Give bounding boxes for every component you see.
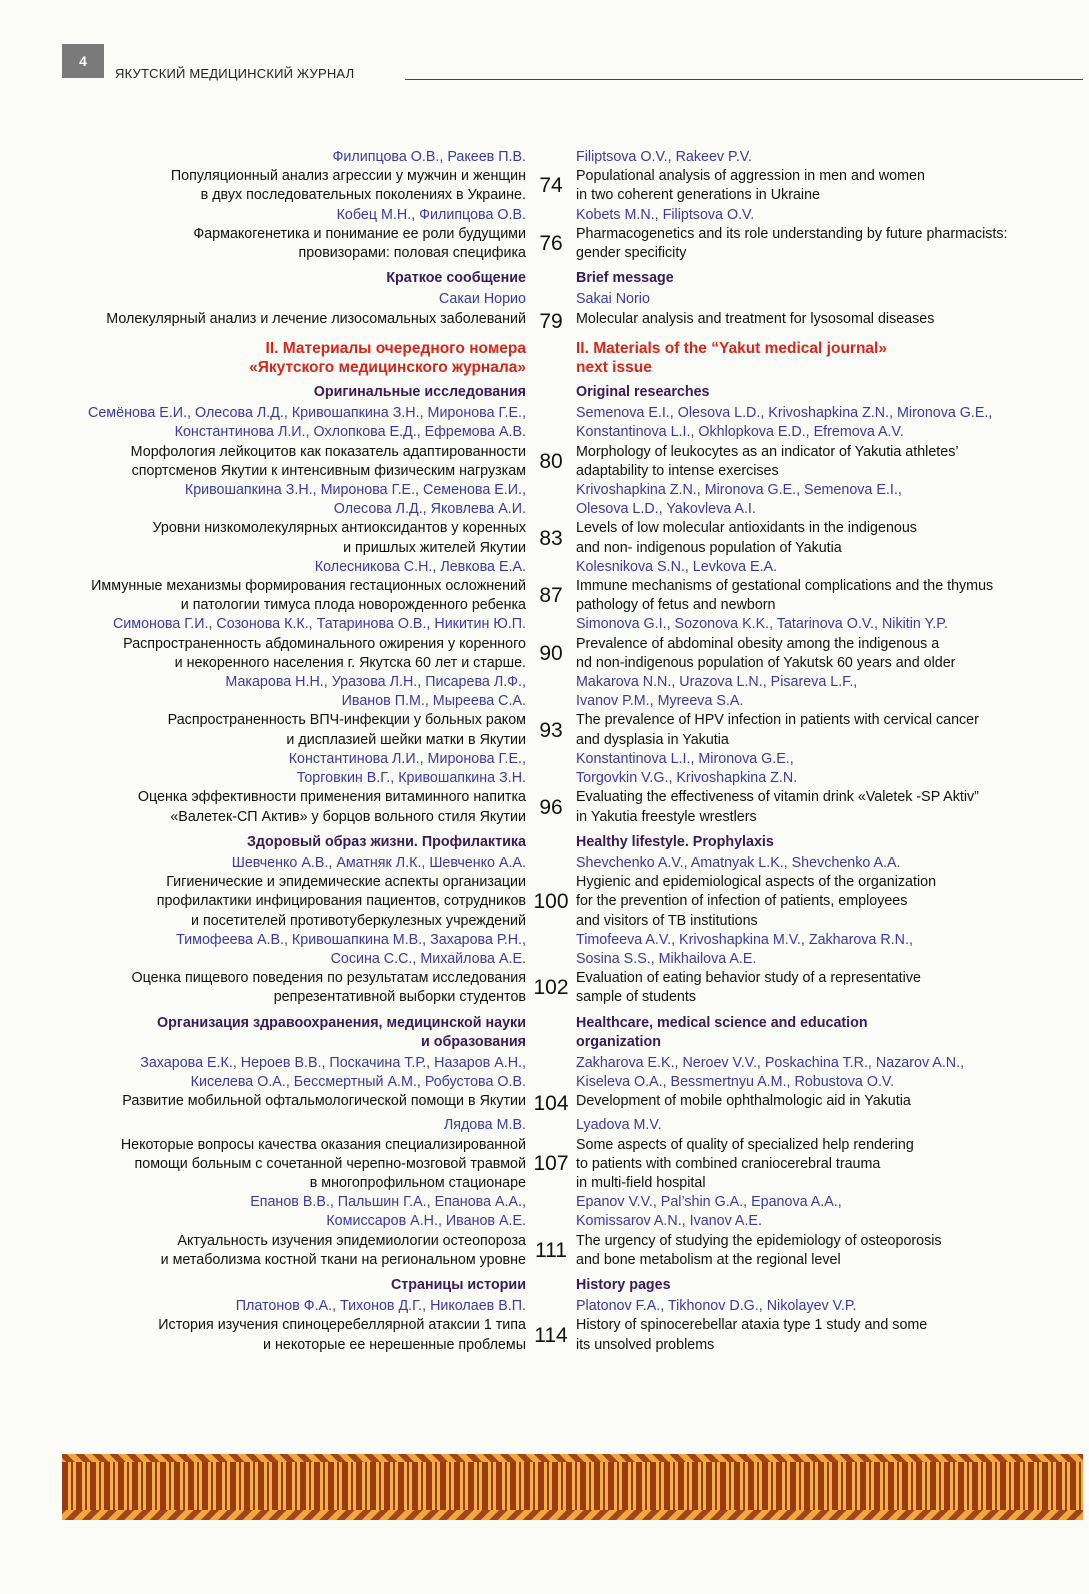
toc-text-en: II. Materials of the “Yakut medical journal» next issue — [576, 339, 887, 376]
toc-page-number — [526, 334, 576, 377]
toc-page-number — [526, 827, 576, 854]
toc-text-ru: Молекулярный анализ и лечение лизосомальных заболеваний — [106, 310, 526, 327]
page-number: 4 — [62, 44, 104, 78]
toc-section-heading — [0, 1270, 1089, 1297]
toc-page-number: 96 — [539, 795, 563, 819]
toc-page-number — [526, 854, 576, 873]
toc-page-number — [526, 1297, 576, 1316]
toc-text-en: Sakai Norio — [576, 291, 650, 308]
toc-text-en: Simonova G.I., Sozonova K.K., Tatarinova O.V., Nikitin Y.P. — [576, 616, 948, 633]
toc-article — [0, 577, 1089, 615]
toc-authors — [0, 931, 1089, 969]
toc-text-ru: Популяционный анализ агрессии у мужчин и женщин в двух последовательных поколениях в Украине. — [170, 168, 526, 204]
table-of-contents — [0, 148, 1089, 1355]
toc-page-number — [526, 931, 576, 969]
toc-text-en: The urgency of studying the epidemiology of osteoporosis and bone metabolism at the regional level — [576, 1232, 942, 1268]
toc-text-ru: Семёнова Е.И., Олесова Л.Д., Кривошапкина З.Н., Миронова Г.Е., Константинова Л.И., Охлопкова Е.Д., Ефремова А.В. — [88, 405, 526, 441]
toc-text-en: Morphology of leukocytes as an indicator of Yakutia athletes’ adaptability to intense exercises — [576, 443, 959, 479]
toc-text-ru: Развитие мобильной офтальмологической помощи в Якутии — [122, 1093, 526, 1110]
toc-page-number: 102 — [533, 976, 569, 1000]
toc-text-en: Brief message — [576, 270, 674, 287]
toc-page-number — [526, 558, 576, 577]
toc-page-number — [526, 1054, 576, 1092]
toc-article — [0, 310, 1089, 334]
toc-page-number — [526, 263, 576, 290]
toc-authors — [0, 290, 1089, 309]
toc-section-heading — [0, 1008, 1089, 1054]
header-rule — [405, 79, 1083, 80]
toc-authors — [0, 206, 1089, 225]
toc-authors — [0, 1193, 1089, 1231]
toc-text-en: Kolesnikova S.N., Levkova E.A. — [576, 558, 778, 575]
toc-text-en: Timofeeva A.V., Krivoshapkina M.V., Zakharova R.N., Sosina S.S., Mikhailova A.E. — [576, 931, 913, 967]
toc-article — [0, 635, 1089, 673]
toc-text-ru: Некоторые вопросы качества оказания специализированной помощи больным с сочетанной черепно-мозговой травмой в многопрофильном стационаре — [120, 1136, 526, 1191]
toc-text-en: Evaluating the effectiveness of vitamin drink «Valetek -SP Aktiv” in Yakutia freestyle wrestlers — [576, 789, 979, 825]
toc-authors — [0, 750, 1089, 788]
toc-page-number — [526, 377, 576, 404]
toc-text-en: Epanov V.V., Pal’shin G.A., Epanova A.A., Komissarov A.N., Ivanov A.E. — [576, 1194, 842, 1230]
toc-page-number — [526, 1116, 576, 1135]
toc-authors — [0, 673, 1089, 711]
toc-article — [0, 1232, 1089, 1270]
toc-text-ru: Оценка пищевого поведения по результатам исследования репрезентативной выборки студентов — [131, 970, 526, 1006]
toc-text-en: Zakharova E.K., Neroev V.V., Poskachina T.R., Nazarov A.N., Kiseleva O.A., Bessmertnyu A.M., Robustova O.V. — [576, 1054, 965, 1091]
toc-text-en: Konstantinova L.I., Mironova G.E., Torgovkin V.G., Krivoshapkina Z.N. — [576, 750, 798, 787]
toc-authors — [0, 404, 1089, 442]
toc-text-ru: Страницы истории — [390, 1276, 526, 1293]
toc-text-en: The prevalence of HPV infection in patients with cervical cancer and dysplasia in Yakutia — [576, 712, 979, 748]
ornament-border-bottom — [62, 1510, 1083, 1520]
toc-page-number: 83 — [539, 526, 563, 550]
toc-text-en: History pages — [576, 1276, 671, 1293]
toc-text-ru: Захарова Е.К., Нероев В.В., Поскачина Т.Р., Назаров А.Н., Киселева О.А., Бессмертный А.М., Робустова О.В. — [140, 1054, 526, 1091]
toc-page-number — [526, 750, 576, 788]
toc-text-en: Healthcare, medical science and education organization — [576, 1014, 868, 1050]
toc-article — [0, 1092, 1089, 1116]
toc-section-heading — [0, 263, 1089, 290]
toc-text-ru: Шевченко А.В., Аматняк Л.К., Шевченко А.А. — [231, 854, 526, 871]
toc-text-ru: Здоровый образ жизни. Профилактика — [246, 833, 526, 850]
toc-page-number: 100 — [533, 889, 569, 913]
toc-page-number — [526, 673, 576, 711]
toc-text-ru: Филипцова О.В., Ракеев П.В. — [332, 149, 526, 165]
toc-authors — [0, 615, 1089, 634]
toc-text-en: Original researches — [576, 384, 710, 401]
toc-page-number: 74 — [539, 174, 563, 198]
toc-text-ru: Гигиенические и эпидемические аспекты организации профилактики инфицирования пациентов, сотрудников и посетителей противотуберкулезных учреждений — [156, 874, 526, 929]
toc-page-number: 76 — [539, 232, 563, 256]
toc-article — [0, 969, 1089, 1007]
toc-text-ru: Краткое сообщение — [386, 270, 526, 287]
toc-text-ru: Епанов В.В., Пальшин Г.А., Епанова А.А., Комиссаров А.Н., Иванов А.Е. — [250, 1194, 526, 1230]
toc-text-ru: Платонов Ф.А., Тихонов Д.Г., Николаев В.П. — [235, 1298, 526, 1315]
toc-text-ru: Кобец М.Н., Филипцова О.В. — [336, 206, 526, 223]
toc-text-ru: II. Материалы очередного номера «Якутского медицинского журнала» — [249, 339, 526, 376]
toc-text-ru: Распространенность абдоминального ожирения у коренного и некоренного населения г. Якутска 60 лет и старше. — [123, 635, 526, 671]
toc-authors — [0, 558, 1089, 577]
toc-text-ru: Фармакогенетика и понимание ее роли будущими провизорами: половая специфика — [193, 225, 526, 262]
journal-title: ЯКУТСКИЙ МЕДИЦИНСКИЙ ЖУРНАЛ — [115, 66, 355, 81]
toc-text-en: Immune mechanisms of gestational complications and the thymus pathology of fetus and newborn — [576, 578, 994, 614]
toc-page-number — [526, 206, 576, 225]
toc-text-ru: Оригинальные исследования — [313, 384, 526, 401]
toc-page-number — [526, 290, 576, 309]
toc-text-en: Hygienic and epidemiological aspects of the organization for the prevention of infection of patients, employees and visitors of TB institutions — [576, 874, 937, 929]
toc-page-number: 111 — [535, 1238, 567, 1262]
ornament-border — [62, 1462, 1083, 1512]
toc-part-heading — [0, 334, 1089, 377]
toc-page-number: 107 — [533, 1152, 569, 1176]
toc-text-ru: Симонова Г.И., Созонова К.К., Татаринова О.В., Никитин Ю.П. — [112, 616, 526, 633]
toc-text-en: Pharmacogenetics and its role understanding by future pharmacists: gender specificity — [576, 225, 1008, 262]
toc-page-number: 114 — [534, 1323, 568, 1347]
toc-text-en: Prevalence of abdominal obesity among the indigenous a nd non-indigenous population of Yakutsk 60 years and older — [576, 635, 956, 671]
toc-authors — [0, 481, 1089, 519]
toc-text-en: Molecular analysis and treatment for lysosomal diseases — [576, 310, 935, 327]
toc-text-ru: Уровни низкомолекулярных антиоксидантов у коренных и пришлых жителей Якутии — [152, 520, 526, 556]
toc-article — [0, 519, 1089, 557]
toc-text-ru: Иммунные механизмы формирования гестационных осложнений и патологии тимуса плода новорожденного ребенка — [91, 578, 526, 614]
toc-text-ru: Организация здравоохранения, медицинской науки и образования — [157, 1014, 526, 1050]
toc-page-number: 79 — [539, 309, 563, 333]
toc-page-number — [526, 404, 576, 442]
toc-page-number: 104 — [533, 1092, 569, 1116]
toc-section-heading — [0, 827, 1089, 854]
toc-article — [0, 1136, 1089, 1194]
toc-text-en: Levels of low molecular antioxidants in the indigenous and non- indigenous population of Yakutia — [576, 520, 917, 556]
toc-page-number: 93 — [539, 718, 563, 742]
toc-text-ru: Оценка эффективности применения витаминного напитка «Валетек-СП Актив» у борцов вольного стиля Якутии — [137, 789, 526, 825]
toc-text-en: Lyadova M.V. — [576, 1117, 662, 1134]
toc-page-number — [526, 1008, 576, 1054]
toc-text-ru: Тимофеева А.В., Кривошапкина М.В., Захарова Р.Н., Сосина С.С., Михайлова А.Е. — [176, 931, 526, 967]
toc-page-number: 87 — [539, 584, 563, 608]
toc-text-ru: Кривошапкина З.Н., Миронова Г.Е., Семенова Е.И., Олесова Л.Д., Яковлева А.И. — [184, 482, 526, 518]
toc-text-en: Shevchenko A.V., Amatnyak L.K., Shevchenko A.A. — [576, 854, 901, 871]
toc-text-ru: Распространенность ВПЧ-инфекции у больных раком и дисплазией шейки матки в Якутии — [167, 712, 526, 748]
toc-article — [0, 167, 1089, 205]
toc-text-en: Populational analysis of aggression in men and women in two coherent generations in Ukraine — [576, 168, 925, 204]
toc-authors — [0, 1297, 1089, 1316]
toc-text-en: Platonov F.A., Tikhonov D.G., Nikolayev V.P. — [576, 1298, 857, 1315]
toc-text-ru: Сакаи Норио — [438, 291, 526, 308]
toc-article — [0, 711, 1089, 749]
toc-text-ru: История изучения спиноцеребеллярной атаксии 1 типа и некоторые ее нерешенные проблемы — [158, 1317, 526, 1353]
toc-text-ru: Колесникова С.Н., Левкова Е.А. — [314, 558, 526, 575]
toc-text-ru: Лядова М.В. — [443, 1117, 526, 1134]
toc-page-number: 90 — [539, 641, 563, 665]
toc-page-number — [526, 1270, 576, 1297]
toc-text-ru: Константинова Л.И., Миронова Г.Е., Торговкин В.Г., Кривошапкина З.Н. — [288, 750, 526, 787]
toc-text-en: Development of mobile ophthalmologic aid in Yakutia — [576, 1093, 911, 1110]
toc-text-en: Kobets M.N., Filiptsova O.V. — [576, 206, 755, 223]
toc-page-number — [526, 1193, 576, 1231]
toc-article — [0, 1316, 1089, 1354]
toc-authors — [0, 854, 1089, 873]
toc-text-en: Healthy lifestyle. Prophylaxis — [576, 833, 774, 850]
toc-article — [0, 873, 1089, 931]
toc-text-en: History of spinocerebellar ataxia type 1 study and some its unsolved problems — [576, 1317, 928, 1353]
toc-section-heading — [0, 377, 1089, 404]
toc-text-en: Some aspects of quality of specialized help rendering to patients with combined craniocerebral trauma in multi-field hospital — [576, 1136, 914, 1191]
toc-text-en: Makarova N.N., Urazova L.N., Pisareva L.F., Ivanov P.M., Myreeva S.A. — [576, 674, 858, 710]
toc-authors — [0, 1054, 1089, 1092]
toc-article — [0, 443, 1089, 481]
toc-text-ru: Морфология лейкоцитов как показатель адаптированности спортсменов Якутии к интенсивным физическим нагрузкам — [130, 443, 526, 479]
toc-text-en: Krivoshapkina Z.N., Mironova G.E., Semenova E.I., Olesova L.D., Yakovleva A.I. — [576, 482, 902, 518]
toc-article — [0, 225, 1089, 263]
toc-authors — [0, 1116, 1089, 1135]
toc-text-en: Filiptsova O.V., Rakeev P.V. — [576, 149, 752, 165]
toc-text-ru: Актуальность изучения эпидемиологии остеопороза и метаболизма костной ткани на региональном уровне — [160, 1232, 526, 1268]
toc-page-number: 80 — [539, 449, 563, 473]
toc-authors — [0, 148, 1089, 167]
toc-page-number — [526, 481, 576, 519]
toc-page-number — [526, 615, 576, 634]
toc-article — [0, 788, 1089, 826]
toc-text-en: Evaluation of eating behavior study of a representative sample of students — [576, 970, 921, 1006]
toc-text-en: Semenova E.I., Olesova L.D., Krivoshapkina Z.N., Mironova G.E., Konstantinova L.I., Okhlopkova E.D., Efremova A.V. — [576, 405, 993, 441]
toc-text-ru: Макарова Н.Н., Уразова Л.Н., Писарева Л.Ф., Иванов П.М., Мыреева С.А. — [225, 674, 526, 710]
toc-page-number — [526, 148, 576, 167]
